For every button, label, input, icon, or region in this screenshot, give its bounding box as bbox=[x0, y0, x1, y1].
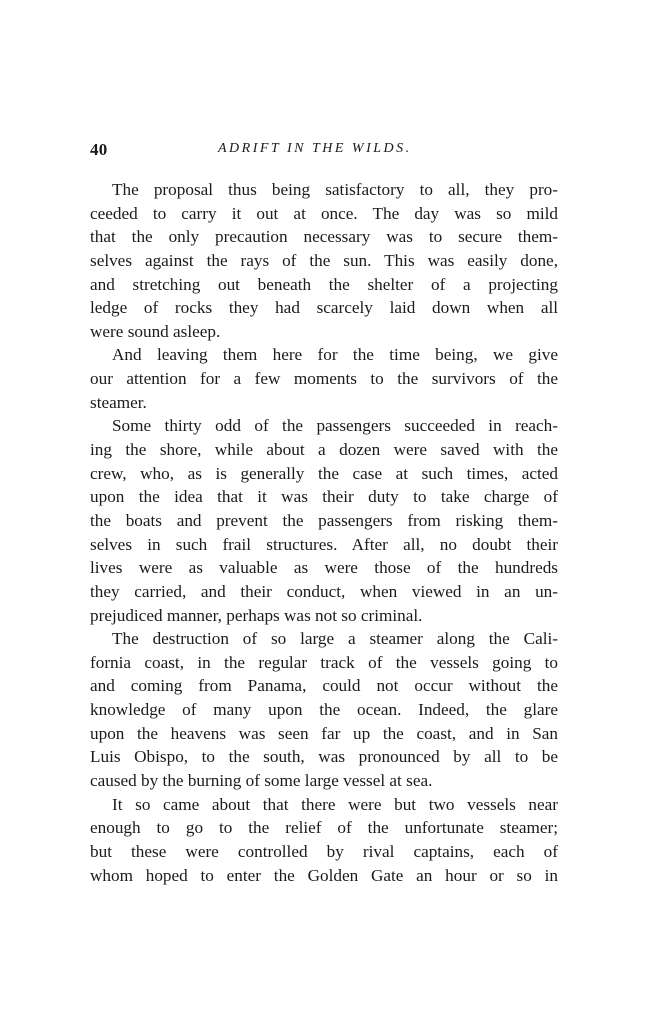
text-line: and coming from Panama, could not occur without the bbox=[90, 676, 558, 696]
running-title: ADRIFT IN THE WILDS. bbox=[218, 141, 412, 156]
page-header bbox=[90, 140, 558, 164]
text-line: steamer. bbox=[90, 392, 147, 412]
text-line: they carried, and their conduct, when viewed in an un- bbox=[90, 581, 558, 601]
text-line: selves in such frail structures. After all, no doubt their bbox=[90, 534, 558, 554]
text-line: ing the shore, while about a dozen were saved with the bbox=[90, 440, 558, 460]
text-line: It so came about that there were but two vessels near bbox=[112, 794, 558, 814]
text-line: The proposal thus being satisfactory to all, they pro- bbox=[112, 180, 558, 199]
text-line: upon the idea that it was their duty to take charge of bbox=[90, 487, 558, 507]
text-line: ledge of rocks they had scarcely laid down when all bbox=[90, 298, 558, 318]
text-line: the boats and prevent the passengers from risking them- bbox=[90, 510, 558, 530]
body-text bbox=[90, 178, 558, 887]
text-line: whom hoped to enter the Golden Gate an hour or so in bbox=[90, 865, 558, 885]
text-line: caused by the burning of some large vessel at sea. bbox=[90, 771, 433, 791]
text-line: prejudiced manner, perhaps was not so criminal. bbox=[90, 605, 423, 625]
text-line: that the only precaution necessary was to secure them- bbox=[90, 227, 558, 247]
text-line: The destruction of so large a steamer along the Cali- bbox=[112, 629, 558, 649]
text-line: fornia coast, in the regular track of the vessels going to bbox=[90, 652, 558, 672]
text-line: selves against the rays of the sun. This was easily done, bbox=[90, 250, 558, 270]
text-line: Some thirty odd of the passengers succeeded in reach- bbox=[112, 416, 558, 436]
text-line: upon the heavens was seen far up the coast, and in San bbox=[90, 723, 558, 743]
text-line: And leaving them here for the time being, we give bbox=[112, 345, 558, 365]
text-line: and stretching out beneath the shelter of a projecting bbox=[90, 274, 558, 294]
text-line: lives were as valuable as were those of the hundreds bbox=[90, 558, 558, 578]
text-line: but these were controlled by rival captains, each of bbox=[90, 841, 558, 861]
page-number: 40 bbox=[90, 140, 108, 159]
text-line: Luis Obispo, to the south, was pronounced by all to be bbox=[90, 747, 558, 767]
text-line: ceeded to carry it out at once. The day was so mild bbox=[90, 203, 558, 223]
text-line: knowledge of many upon the ocean. Indeed, the glare bbox=[90, 700, 558, 720]
text-line: crew, who, as is generally the case at such times, acted bbox=[90, 463, 558, 483]
text-line: were sound asleep. bbox=[90, 321, 221, 341]
text-line: our attention for a few moments to the survivors of the bbox=[90, 369, 558, 389]
text-line: enough to go to the relief of the unfortunate steamer; bbox=[90, 818, 558, 838]
